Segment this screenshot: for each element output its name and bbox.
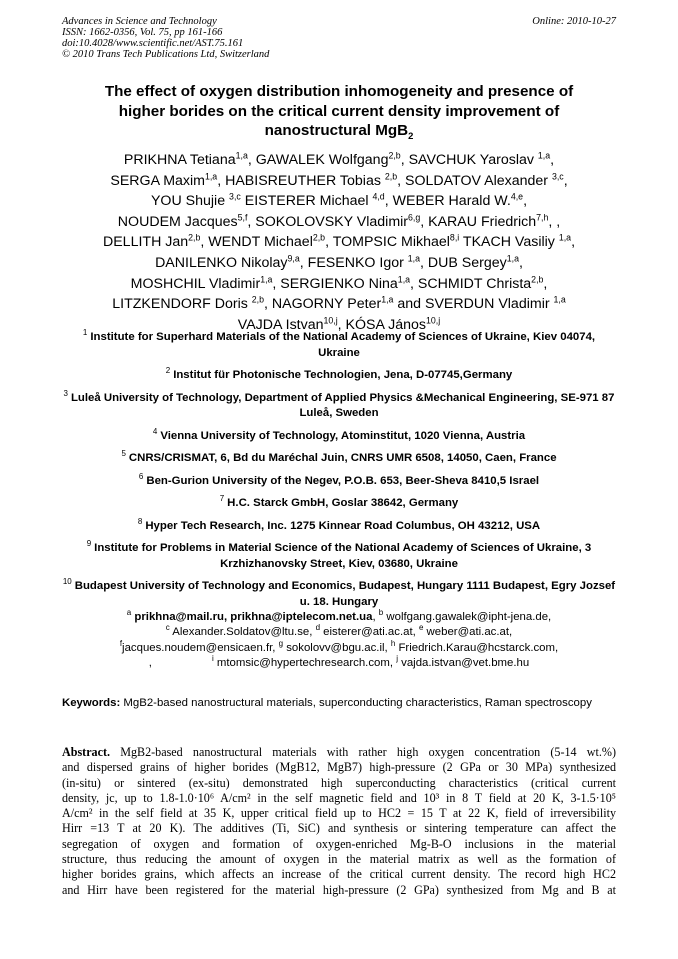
author-affiliation-mark: 1,a xyxy=(537,150,551,161)
affiliation-number: 8 xyxy=(137,516,143,526)
abstract-text: MgB2-based nanostructural materials with rather high oxygen concentration (5-14 wt.%) xyxy=(110,745,616,759)
email-line-1 xyxy=(62,610,616,625)
author-affiliation-mark: 1,a xyxy=(506,253,519,264)
email-address: vajda.istvan@vet.bme.hu xyxy=(397,656,530,669)
author-affiliation-mark: 1,a xyxy=(558,232,572,243)
author-line xyxy=(55,232,623,253)
email-marker: h xyxy=(390,638,396,648)
author-list xyxy=(55,150,623,338)
author-name: , FESENKO Igor xyxy=(299,254,408,271)
affiliation xyxy=(62,579,616,610)
author-name: , xyxy=(550,152,555,168)
author-name: , DUB Sergey xyxy=(420,254,507,271)
affiliation-number: 3 xyxy=(63,388,68,398)
affiliation-list xyxy=(62,330,616,617)
author-line xyxy=(55,191,623,212)
author-name: DELLITH Jan xyxy=(102,234,189,251)
affiliation-number: 6 xyxy=(138,471,144,481)
affiliation-text: Institute for Problems in Material Science of the National Academy of Sciences of Ukraine, 3 Krzhizhanovsky Street, Kiev, 03680, Ukraine xyxy=(94,542,592,570)
author-line xyxy=(55,274,623,295)
author-name: MOSHCHIL Vladimir xyxy=(130,275,261,292)
abstract-text: and Hirr have been registered for the material high-pressure (2 GPa) synthesized from Mg and B at xyxy=(62,882,616,897)
abstract-paragraph xyxy=(62,745,616,898)
author-line xyxy=(55,212,623,233)
affiliation xyxy=(62,496,616,512)
author-affiliation-mark: 5,f xyxy=(237,212,248,223)
author-affiliation-mark: 10,j xyxy=(323,315,338,326)
abstract-text: and dispersed grains of higher borides (MgB12, MgB7) high-pressure (2 GPa or 30 MPa) synthesized xyxy=(62,760,616,775)
author-line xyxy=(55,171,623,192)
author-name: , KÓSA János xyxy=(337,316,426,333)
email-marker: b xyxy=(378,608,384,618)
author-name: and SVERDUN Vladimir xyxy=(393,296,554,313)
author-affiliation-mark: 4,e xyxy=(510,191,524,202)
author-affiliation-mark: 9,a xyxy=(287,253,300,264)
affiliation xyxy=(62,541,616,572)
affiliation-text: Hyper Tech Research, Inc. 1275 Kinnear Road Columbus, OH 43212, USA xyxy=(145,519,541,532)
affiliation-number: 7 xyxy=(219,494,225,504)
journal-header xyxy=(62,16,269,60)
author-affiliation-mark: 1,a xyxy=(260,273,273,284)
email-address: jacques.noudem@ensicaen.fr, xyxy=(122,641,279,654)
author-affiliation-mark: 1,a xyxy=(204,170,218,181)
author-line xyxy=(55,150,623,171)
abstract-text: (in-situ) or sintered (ex-situ) demonstrated high superconducting characteristics (critical current xyxy=(62,775,616,790)
abstract-line xyxy=(62,745,616,760)
author-affiliation-mark: 2,b xyxy=(531,273,544,284)
email-address: mtomsic@hypertechresearch.com, xyxy=(213,656,397,669)
affiliation xyxy=(62,330,616,361)
email-address: Alexander.Soldatov@ltu.se, xyxy=(169,626,316,639)
author-affiliation-mark: 1,a xyxy=(235,150,248,161)
author-affiliation-mark: 6,g xyxy=(408,212,421,223)
author-name: , xyxy=(543,275,548,292)
affiliation xyxy=(62,388,616,422)
affiliation xyxy=(62,471,616,490)
journal-doi: doi:10.4028/www.scientific.net/AST.75.161 xyxy=(62,38,244,49)
abstract-line xyxy=(62,821,616,836)
email-marker: j xyxy=(396,654,398,664)
email-line-4 xyxy=(62,656,616,671)
abstract-text: Hirr =13 T at 20 K). The additives (Ti, SiC) and synthesis or sintering temperature can affect the xyxy=(62,821,616,836)
email-address: Friedrich.Karau@hcstarck.com, xyxy=(395,641,559,654)
author-name: , GAWALEK Wolfgang xyxy=(247,152,389,168)
email-marker: f xyxy=(119,638,123,648)
email-marker: i xyxy=(211,654,214,664)
title-line-1: The effect of oxygen distribution inhomogeneity and presence of xyxy=(104,83,574,100)
email-sep: , xyxy=(372,611,379,623)
affiliation xyxy=(62,516,616,535)
author-name: TKACH Vasiliy xyxy=(459,234,559,251)
email-marker: e xyxy=(418,623,424,633)
email-address: weber@ati.ac.at, xyxy=(423,626,513,639)
author-affiliation-mark: 1,a xyxy=(553,294,566,305)
abstract-line xyxy=(62,883,616,898)
author-affiliation-mark: 3,c xyxy=(229,191,241,202)
author-name: , SAVCHUK Yaroslav xyxy=(400,152,538,168)
email-marker: c xyxy=(165,623,170,633)
email-address: wolfgang.gawalek@ipht-jena.de, xyxy=(383,611,552,623)
author-affiliation-mark: 10,j xyxy=(426,315,441,326)
author-name: , KARAU Friedrich xyxy=(420,213,537,230)
email-primary: prikhna@mail.ru, prikhna@iptelecom.net.ua xyxy=(131,611,373,623)
affiliation xyxy=(62,368,616,384)
title-subscript: 2 xyxy=(408,130,414,142)
paper-title xyxy=(70,82,608,146)
abstract-line xyxy=(62,776,616,791)
author-affiliation-mark: 7,h xyxy=(536,212,549,223)
affiliation-number: 4 xyxy=(152,426,158,436)
author-affiliation-mark: 2,b xyxy=(384,170,398,181)
email-address: eisterer@ati.ac.at, xyxy=(320,626,419,639)
author-affiliation-mark: 2,b xyxy=(312,232,326,243)
email-address: sokolovv@bgu.ac.il, xyxy=(283,641,391,654)
journal-copyright: © 2010 Trans Tech Publications Ltd, Switzerland xyxy=(62,49,270,60)
affiliation-text: Institut für Photonische Technologien, Jena, D-07745,Germany xyxy=(173,369,513,381)
email-list xyxy=(62,610,616,671)
affiliation-text: Luleå University of Technology, Department of Applied Physics &Mechanical Engineering, SE-971 87 Luleå, Sweden xyxy=(70,391,615,419)
abstract-line xyxy=(62,791,616,806)
author-name: , SOLDATOV Alexander xyxy=(397,172,552,189)
author-name: YOU Shujie xyxy=(150,193,230,210)
author-name: , SOKOLOVSKY Vladimir xyxy=(247,213,409,230)
author-affiliation-mark: 8,i xyxy=(449,232,460,243)
affiliation xyxy=(62,451,616,467)
email-line-3 xyxy=(62,638,616,656)
abstract-text: density, jc, up to 1.8-1.0·10⁶ A/cm² in the self magnetic field and 10³ in 8 T field at 20 K, 3-1.5·10⁵ xyxy=(62,790,616,805)
affiliation-text: Ben-Gurion University of the Negev, P.O.B. 653, Beer-Sheva 8410,5 Israel xyxy=(146,474,540,487)
author-name: LITZKENDORF Doris xyxy=(112,296,252,313)
author-affiliation-mark: 1,a xyxy=(397,273,411,284)
author-name: , WEBER Harald W. xyxy=(384,193,511,210)
online-date: Online: 2010-10-27 xyxy=(532,16,616,27)
author-name: VAJDA Istvan xyxy=(237,316,324,333)
affiliation-text: Budapest University of Technology and Economics, Budapest, Hungary 1111 Budapest, Egry Jozsef u. 18. Hungary xyxy=(74,580,616,608)
email-marker: g xyxy=(278,638,284,648)
abstract-text: structure, thus reducing the amount of oxygen in the material matrix as well as the formation of xyxy=(62,852,616,867)
keywords-paragraph xyxy=(62,696,616,711)
affiliation-text: Institute for Superhard Materials of the National Academy of Sciences of Ukraine, Kiev 04074, Ukraine xyxy=(90,331,596,359)
affiliation-number: 2 xyxy=(165,366,171,376)
author-name: , xyxy=(523,193,528,210)
author-name: , WENDT Michael xyxy=(200,234,313,251)
email-marker: a xyxy=(126,608,132,618)
author-name: EISTERER Michael xyxy=(240,193,373,210)
author-name: , NAGORNY Peter xyxy=(264,296,382,313)
author-name: , xyxy=(563,172,568,189)
abstract-text: A/cm² in the self field at 35 K, upper critical field up to HC2 = 15 T at 22 K, field of irreversibility xyxy=(62,806,616,821)
email-line-2 xyxy=(62,625,616,640)
journal-name: Advances in Science and Technology xyxy=(62,16,217,27)
affiliation-number: 5 xyxy=(121,449,126,459)
affiliation-text: H.C. Starck GmbH, Goslar 38642, Germany xyxy=(227,497,459,509)
email-sep: , xyxy=(148,656,152,669)
author-name: PRIKHNA Tetiana xyxy=(123,152,236,168)
author-name: SERGA Maxim xyxy=(110,172,205,189)
author-affiliation-mark: 2,b xyxy=(188,232,201,243)
author-affiliation-mark: 2,b xyxy=(388,150,401,161)
author-name: , HABISREUTHER Tobias xyxy=(217,172,385,189)
author-name: , SERGIENKO Nina xyxy=(272,275,398,292)
author-line xyxy=(55,294,623,315)
author-affiliation-mark: 2,b xyxy=(251,294,264,305)
author-name: NOUDEM Jacques xyxy=(117,213,238,230)
author-affiliation-mark: 4,d xyxy=(372,191,385,202)
author-name: , TOMPSIC Mikhael xyxy=(325,234,450,251)
title-line-3-text: nanostructural MgB xyxy=(264,122,409,139)
abstract-line xyxy=(62,867,616,882)
abstract-line xyxy=(62,837,616,852)
keywords-label: Keywords: xyxy=(62,697,121,709)
affiliation-text: Vienna University of Technology, Atominstitut, 1020 Vienna, Austria xyxy=(160,429,526,442)
affiliation-number: 9 xyxy=(86,539,92,549)
abstract-line xyxy=(62,760,616,775)
author-name: , SCHMIDT Christa xyxy=(410,275,532,292)
author-affiliation-mark: 1,a xyxy=(407,253,421,264)
affiliation-text: CNRS/CRISMAT, 6, Bd du Maréchal Juin, CNRS UMR 6508, 14050, Caen, France xyxy=(128,452,557,464)
keywords-text: MgB2-based nanostructural materials, superconducting characteristics, Raman spectroscopy xyxy=(120,697,592,709)
abstract-line xyxy=(62,852,616,867)
author-affiliation-mark: 3,c xyxy=(551,170,564,181)
affiliation xyxy=(62,426,616,445)
author-line xyxy=(55,253,623,274)
abstract-text: higher borides grains, which affects an increase of the critical current density. The record high HC2 xyxy=(62,867,616,882)
author-name: DANILENKO Nikolay xyxy=(155,254,288,271)
abstract-text: segregation of oxygen and formation of oxygen-enriched Mg-B-O inclusions in the material xyxy=(62,836,616,851)
author-name: , xyxy=(518,254,523,271)
affiliation-number: 10 xyxy=(62,577,72,587)
title-line-2: higher borides on the critical current density improvement of xyxy=(118,102,560,120)
author-name: , , xyxy=(548,213,561,230)
abstract-label: Abstract. xyxy=(62,745,111,759)
author-affiliation-mark: 1,a xyxy=(381,294,394,305)
affiliation-number: 1 xyxy=(82,328,88,338)
abstract-line xyxy=(62,806,616,821)
email-marker: d xyxy=(315,623,321,633)
title-line-3 xyxy=(70,121,608,146)
author-name: , xyxy=(571,234,576,251)
journal-issn: ISSN: 1662-0356, Vol. 75, pp 161-166 xyxy=(62,27,223,38)
